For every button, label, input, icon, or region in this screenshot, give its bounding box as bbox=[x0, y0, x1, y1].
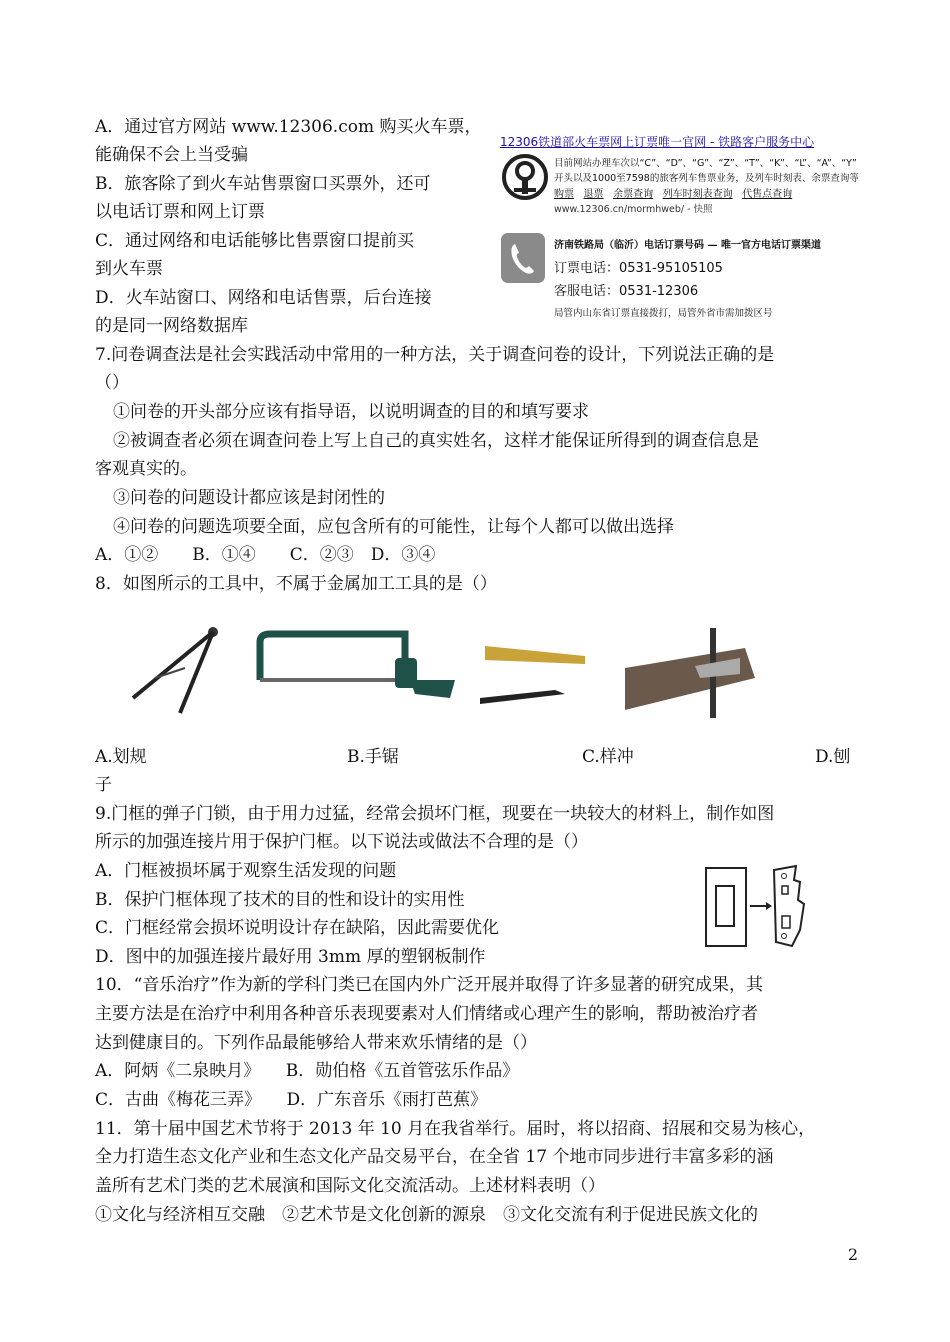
q9-option-d: D．图中的加强连接片最好用 3mm 厚的塑钢板制作 bbox=[95, 947, 486, 967]
q9-option-c: C．门框经常会损坏说明设计存在缺陷，因此需要优化 bbox=[95, 918, 500, 938]
q7-item-1: ①问卷的开头部分应该有指导语，以说明调查的目的和填写要求 bbox=[113, 402, 589, 422]
notice-line1: 目前网站办理车次以“C”、“D”、“G”、“Z”、“T”、“K”、“L”、“A”、“Y” bbox=[554, 158, 857, 169]
q6-option-b-line2: 以电话订票和网上订票 bbox=[95, 202, 265, 222]
tools-image bbox=[125, 618, 775, 728]
q9-stem-line2: 所示的加强连接片用于保护门框。以下说法或做法不合理的是（） bbox=[95, 832, 588, 852]
link-buy[interactable]: 购票 bbox=[554, 189, 574, 200]
q8-option-c: C.样冲 bbox=[582, 747, 634, 767]
q7-item-4: ④问卷的问题选项要全面，应包含所有的可能性，让每个人都可以做出选择 bbox=[113, 517, 674, 537]
q8-option-d-wrap: 子 bbox=[95, 775, 112, 795]
q6-option-c-line1: C．通过网络和电话能够比售票窗口提前买 bbox=[95, 231, 415, 251]
link-agency[interactable]: 代售点查询 bbox=[742, 189, 793, 200]
phone-icon bbox=[500, 232, 546, 284]
q10-stem-line3: 达到健康目的。下列作品最能够给人带来欢乐情绪的是（） bbox=[95, 1033, 537, 1053]
phone-note: 局管内山东省订票直接拨打，局管外省市需加拨区号 bbox=[554, 308, 773, 319]
q10-options-ab: A．阿炳《二泉映月》 B．勋伯格《五首管弦乐作品》 bbox=[95, 1061, 520, 1081]
q8-option-d: D.刨 bbox=[815, 747, 851, 767]
q7-bracket: （） bbox=[95, 373, 129, 393]
door-frame-bracket-image bbox=[700, 860, 830, 950]
hacksaw-icon bbox=[260, 634, 455, 698]
center-punch-icon bbox=[480, 646, 585, 704]
q6-option-d-line2: 的是同一网络数据库 bbox=[95, 316, 248, 336]
phone-service: 客服电话：0531-12306 bbox=[554, 284, 699, 299]
q11-stem-line3: 盖所有艺术门类的艺术展演和国际文化交流活动。上述材料表明（） bbox=[95, 1176, 605, 1196]
plane-icon bbox=[625, 628, 755, 718]
q6-option-a-line2: 能确保不会上当受骗 bbox=[95, 145, 248, 165]
notice-line2: 开头以及1000至7598的旅客列车售票业务，及列车时刻表、余票查询等 bbox=[554, 173, 859, 184]
q7-options: A．①② B．①④ C．②③ D．③④ bbox=[95, 545, 436, 565]
phone-title: 济南铁路局（临沂）电话订票号码 — 唯一官方电话订票渠道 bbox=[554, 240, 821, 251]
railway-logo-icon bbox=[502, 154, 548, 200]
phone-booking: 订票电话：0531-95105105 bbox=[554, 261, 723, 276]
notice-url: www.12306.cn/mormhweb/ - 快照 bbox=[554, 204, 713, 215]
q8-option-b: B.手锯 bbox=[347, 747, 399, 767]
q7-stem: 7.问卷调查法是社会实践活动中常用的一种方法，关于调查问卷的设计，下列说法正确的是 bbox=[95, 345, 775, 365]
q11-items: ①文化与经济相互交融 ②艺术节是文化创新的源泉 ③文化交流有利于促进民族文化的 bbox=[95, 1205, 758, 1225]
q9-option-a: A．门框被损坏属于观察生活发现的问题 bbox=[95, 861, 397, 881]
notice-title: 12306铁道部火车票网上订票唯一官网 - 铁路客户服务中心 bbox=[500, 135, 815, 149]
q9-option-b: B．保护门框体现了技术的目的性和设计的实用性 bbox=[95, 890, 465, 910]
q6-option-d-line1: D．火车站窗口、网络和电话售票，后台连接 bbox=[95, 288, 432, 308]
page-number: 2 bbox=[847, 1245, 858, 1264]
link-remaining[interactable]: 余票查询 bbox=[613, 189, 654, 200]
q11-stem-line1: 11．第十届中国艺术节将于 2013 年 10 月在我省举行。届时，将以招商、招展和交易为核心， bbox=[95, 1119, 816, 1139]
q8-option-a: A.划规 bbox=[95, 747, 147, 767]
link-refund[interactable]: 退票 bbox=[583, 189, 604, 200]
q10-stem-line2: 主要方法是在治疗中利用各种音乐表现要素对人们情绪或心理产生的影响，帮助被治疗者 bbox=[95, 1004, 758, 1024]
q6-option-b-line1: B．旅客除了到火车站售票窗口买票外，还可 bbox=[95, 174, 431, 194]
ticket-notice-image bbox=[496, 128, 876, 328]
notice-links bbox=[554, 185, 792, 200]
divider-compass-icon bbox=[133, 627, 218, 713]
q6-option-c-line2: 到火车票 bbox=[95, 259, 163, 279]
q7-item-2-cont: 客观真实的。 bbox=[95, 459, 197, 479]
q10-stem-line1: 10．“音乐治疗”作为新的学科门类已在国内外广泛开展并取得了许多显著的研究成果，其 bbox=[95, 975, 764, 995]
q7-item-3: ③问卷的问题设计都应该是封闭性的 bbox=[113, 488, 385, 508]
q10-options-cd: C．古曲《梅花三弄》 D．广东音乐《雨打芭蕉》 bbox=[95, 1090, 488, 1110]
link-timetable[interactable]: 列车时刻表查询 bbox=[662, 189, 733, 200]
q6-option-a-line1: A．通过官方网站 www.12306.com 购买火车票， bbox=[95, 117, 482, 137]
q11-stem-line2: 全力打造生态文化产业和生态文化产品交易平台，在全省 17 个地市同步进行丰富多彩的涵 bbox=[95, 1147, 774, 1167]
q9-stem-line1: 9.门框的弹子门锁，由于用力过猛，经常会损坏门框，现要在一块较大的材料上，制作如图 bbox=[95, 804, 775, 824]
q7-item-2: ②被调查者必须在调查问卷上写上自己的真实姓名，这样才能保证所得到的调查信息是 bbox=[113, 431, 759, 451]
q8-stem: 8．如图所示的工具中，不属于金属加工工具的是（） bbox=[95, 574, 497, 594]
